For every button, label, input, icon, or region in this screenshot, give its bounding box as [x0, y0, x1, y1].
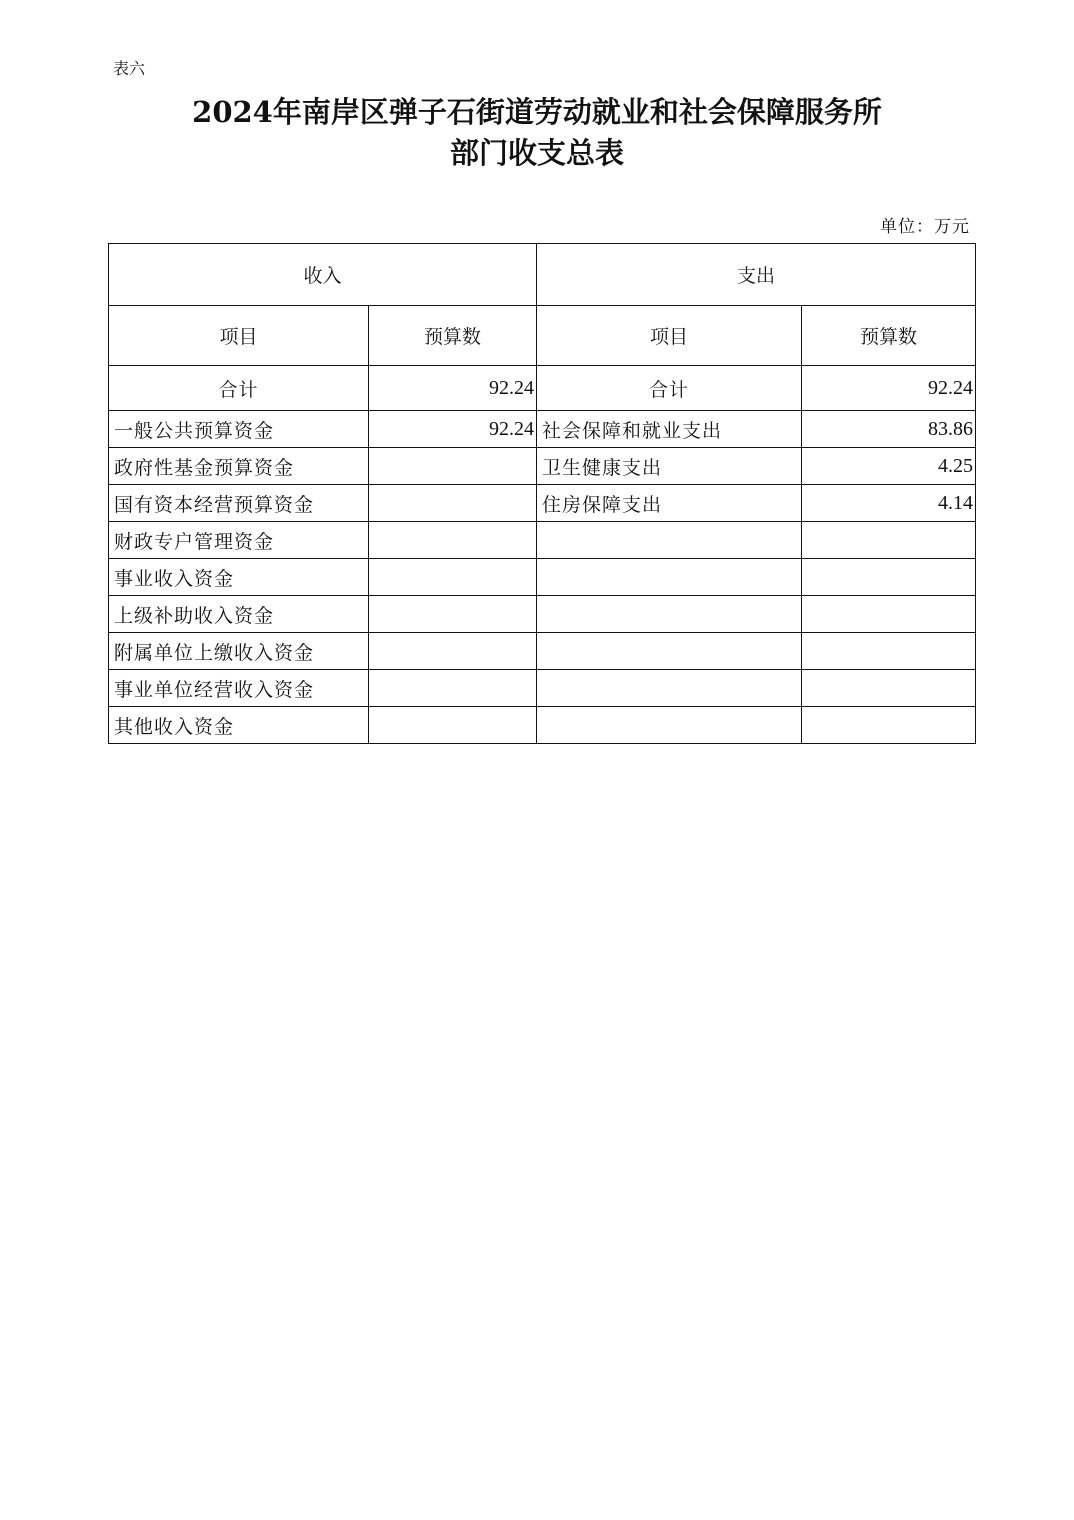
expense-item: [537, 633, 802, 670]
income-item: 附属单位上缴收入资金: [109, 633, 369, 670]
income-value: [369, 670, 537, 707]
income-item: 一般公共预算资金: [109, 411, 369, 448]
expense-item: [537, 596, 802, 633]
expense-value: 4.14: [802, 485, 976, 522]
income-item: 国有资本经营预算资金: [109, 485, 369, 522]
table-row: [109, 670, 976, 707]
table-row: [109, 559, 976, 596]
expense-section-header: 支出: [537, 244, 976, 306]
expense-item: [537, 670, 802, 707]
expense-item: 社会保障和就业支出: [537, 411, 802, 448]
budget-table: [108, 243, 976, 744]
income-budget-header: 预算数: [369, 306, 537, 366]
income-item: 事业单位经营收入资金: [109, 670, 369, 707]
expense-total-label: 合计: [537, 366, 802, 411]
total-row: [109, 366, 976, 411]
expense-item: [537, 707, 802, 744]
income-value: [369, 485, 537, 522]
income-item: 事业收入资金: [109, 559, 369, 596]
expense-value: [802, 559, 976, 596]
unit-label: 单位：万元: [880, 217, 970, 237]
income-value: [369, 707, 537, 744]
income-item: 政府性基金预算资金: [109, 448, 369, 485]
income-item-header: 项目: [109, 306, 369, 366]
table-row: [109, 596, 976, 633]
page-subtitle: 部门收支总表: [449, 136, 624, 170]
expense-item: [537, 522, 802, 559]
income-value: [369, 633, 537, 670]
income-total-value: 92.24: [369, 366, 537, 411]
table-row: [109, 522, 976, 559]
income-total-label: 合计: [109, 366, 369, 411]
income-item: 上级补助收入资金: [109, 596, 369, 633]
expense-value: 4.25: [802, 448, 976, 485]
income-value: [369, 559, 537, 596]
expense-value: [802, 633, 976, 670]
income-value: [369, 522, 537, 559]
income-value: [369, 448, 537, 485]
expense-total-value: 92.24: [802, 366, 976, 411]
table-row: [109, 448, 976, 485]
table-row: [109, 707, 976, 744]
expense-item: 住房保障支出: [537, 485, 802, 522]
table-label: 表六: [113, 59, 146, 78]
income-item: 财政专户管理资金: [109, 522, 369, 559]
page-title: 2024年南岸区弹子石街道劳动就业和社会保障服务所: [192, 95, 882, 129]
table-row: [109, 633, 976, 670]
expense-budget-header: 预算数: [802, 306, 976, 366]
table-row: [109, 485, 976, 522]
expense-value: 83.86: [802, 411, 976, 448]
table-row: [109, 411, 976, 448]
expense-item: 卫生健康支出: [537, 448, 802, 485]
income-value: 92.24: [369, 411, 537, 448]
expense-value: [802, 670, 976, 707]
income-item: 其他收入资金: [109, 707, 369, 744]
expense-value: [802, 596, 976, 633]
expense-item: [537, 559, 802, 596]
income-section-header: 收入: [109, 244, 537, 306]
table-body: [109, 411, 976, 744]
expense-item-header: 项目: [537, 306, 802, 366]
income-value: [369, 596, 537, 633]
header-row-columns: [109, 306, 976, 366]
expense-value: [802, 522, 976, 559]
header-row-sections: [109, 244, 976, 306]
expense-value: [802, 707, 976, 744]
